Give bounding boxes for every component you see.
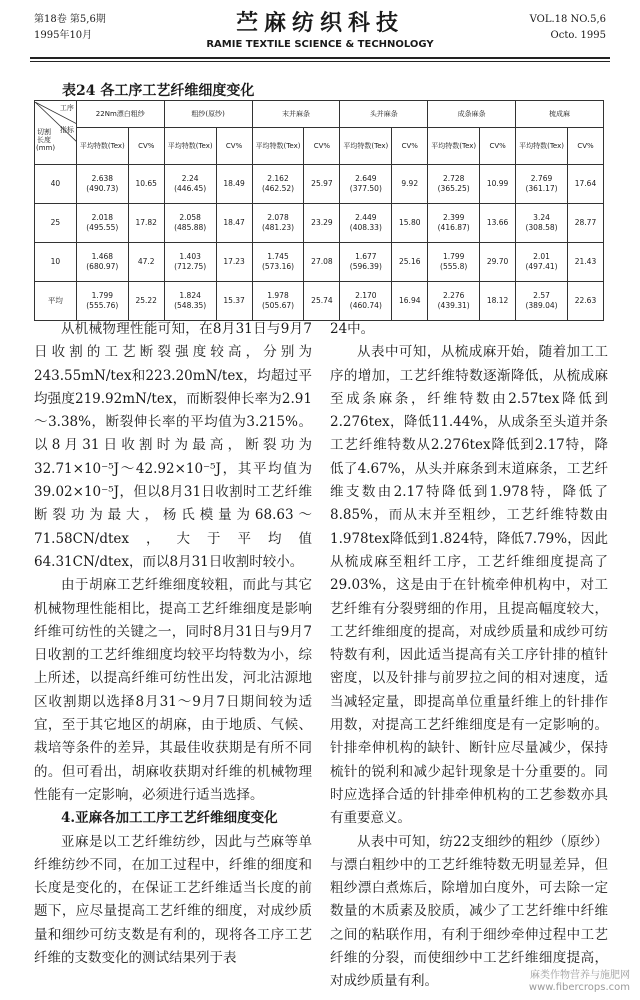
subheader-cv: CV%	[128, 128, 164, 165]
volume-number-en: VOL.18 NO.5,6	[529, 14, 606, 25]
subheader-cv: CV%	[304, 128, 340, 165]
tex-paren-value: (495.55)	[86, 223, 119, 232]
cv-cell: 15.80	[392, 204, 428, 243]
subheader-cv: CV%	[392, 128, 428, 165]
tex-value: 2.769	[530, 174, 553, 183]
tex-paren-value: (481.23)	[261, 223, 295, 232]
row-label: 平均	[35, 282, 77, 321]
tex-value: 2.638	[91, 174, 114, 183]
tex-cell	[516, 282, 568, 321]
tex-value: 1.468	[91, 252, 114, 261]
header-rule-thin	[30, 61, 610, 62]
cv-cell: 17.23	[216, 243, 252, 282]
tex-paren-value: (680.97)	[86, 262, 119, 271]
cv-cell: 9.92	[392, 165, 428, 204]
row-label: 40	[35, 165, 77, 204]
tex-paren-value: (408.33)	[349, 223, 382, 232]
tex-paren-value: (460.74)	[349, 301, 382, 310]
subheader-tex: 平均特数(Tex)	[340, 128, 392, 165]
tex-value: 1.677	[355, 252, 377, 261]
tex-cell	[252, 204, 304, 243]
tex-value: 2.01	[533, 252, 550, 261]
tex-cell	[76, 165, 128, 204]
tex-paren-value: (573.16)	[261, 262, 295, 271]
right-column	[330, 318, 608, 994]
tex-cell	[340, 243, 392, 282]
cv-cell: 25.74	[304, 282, 340, 321]
row-label: 25	[35, 204, 77, 243]
cv-cell: 29.70	[480, 243, 516, 282]
tex-value: 1.403	[179, 252, 201, 261]
cv-cell: 18.12	[480, 282, 516, 321]
tex-value: 3.24	[533, 213, 550, 222]
tex-paren-value: (548.35)	[174, 301, 207, 310]
paragraph: 由于胡麻工艺纤维细度较粗，而此与其它机械物理性能相比，提高工艺纤维细度是影响纤维可纺性的关键之一，同时8月31日与9月7日收割的工艺纤维细度均较平均特数为小，综上所述，以提高纤维可纺性出发，河北沽源地区收割期以选择8月31～9月7日期间较为适宜，至于其它地区的胡麻，由于地质、气候、栽培等条件的差异，其最佳收获期是有所不同的。但可看出，胡麻收获期对纤维的机械物理性能有一定影响，必须进行适当选择。	[34, 577, 312, 803]
header-right	[530, 12, 606, 44]
tex-value: 1.745	[267, 252, 289, 261]
subheader-cv: CV%	[216, 128, 252, 165]
tex-paren-value: (505.67)	[261, 301, 295, 310]
process-header-0: 22Nm漂白粗纱	[76, 101, 164, 128]
subheader-tex: 平均特数(Tex)	[76, 128, 128, 165]
left-column	[34, 318, 312, 970]
process-header-1: 粗纱(原纱)	[164, 101, 252, 128]
tex-cell	[428, 243, 480, 282]
cv-cell: 17.64	[567, 165, 603, 204]
tex-cell	[516, 165, 568, 204]
tex-value: 2.24	[181, 174, 199, 183]
tex-paren-value: (485.88)	[174, 223, 207, 232]
process-header-5: 梳成麻	[516, 101, 604, 128]
tex-cell	[164, 243, 216, 282]
process-header-4: 成条麻条	[428, 101, 516, 128]
table-row	[35, 204, 604, 243]
tex-paren-value: (462.52)	[261, 184, 295, 193]
cv-cell: 47.2	[128, 243, 164, 282]
cv-cell: 23.29	[304, 204, 340, 243]
tex-cell	[252, 282, 304, 321]
cv-cell: 10.99	[480, 165, 516, 204]
subheader-tex: 平均特数(Tex)	[252, 128, 304, 165]
tex-value: 2.170	[355, 291, 377, 300]
tex-cell	[164, 204, 216, 243]
cv-cell: 25.97	[304, 165, 340, 204]
tex-paren-value: (416.87)	[437, 223, 470, 232]
tex-paren-value: (596.39)	[349, 262, 382, 271]
tex-paren-value: (361.17)	[525, 184, 558, 193]
tex-paren-value: (446.45)	[174, 184, 207, 193]
cv-cell: 27.08	[304, 243, 340, 282]
corner-index-label: 指标	[59, 125, 74, 134]
tex-cell	[428, 165, 480, 204]
tex-cell	[76, 243, 128, 282]
table-row	[35, 282, 604, 321]
tex-cell	[164, 282, 216, 321]
tex-value: 1.799	[91, 291, 114, 300]
tex-paren-value: (497.41)	[525, 262, 558, 271]
journal-title-cn: 苎麻纺织科技	[235, 10, 404, 36]
tex-cell	[340, 165, 392, 204]
tex-value: 2.57	[533, 291, 550, 300]
tex-value: 2.449	[355, 213, 377, 222]
watermark-name: 麻类作物营养与施肥网	[530, 970, 630, 981]
tex-value: 2.162	[267, 174, 289, 183]
cv-cell: 25.16	[392, 243, 428, 282]
table-row	[35, 243, 604, 282]
cv-cell: 25.22	[128, 282, 164, 321]
tex-value: 2.018	[91, 213, 114, 222]
cv-cell: 13.66	[480, 204, 516, 243]
tex-cell	[428, 204, 480, 243]
corner-length-label: 切割长度(mm)	[36, 127, 56, 152]
paragraph: 从机械物理性能可知，在8月31日与9月7日收割的工艺断裂强度较高，分别为243.55mN/tex和223.20mN/tex，均超过平均强度219.92mN/tex，而断裂伸长率为2.91～3.38%，断裂伸长率的平均值为3.215%。以8月31日收割时为最高，断裂功为32.71×10⁻⁵J～42.92×10⁻⁵J，其平均值为39.02×10⁻⁵J，但以8月31日收割时工艺纤维断裂功为最大，杨氏模量为68.63～71.58CN/dtex，大于平均值64.31CN/dtex，而以8月31日收割时较小。	[34, 321, 312, 570]
subheader-tex: 平均特数(Tex)	[164, 128, 216, 165]
tex-value: 2.399	[442, 213, 465, 222]
cv-cell: 18.47	[216, 204, 252, 243]
cv-cell: 21.43	[567, 243, 603, 282]
tex-paren-value: (377.50)	[349, 184, 382, 193]
tex-cell	[76, 282, 128, 321]
tex-paren-value: (555.8)	[440, 262, 468, 271]
watermark	[529, 970, 630, 994]
journal-title-en: RAMIE TEXTILE SCIENCE & TECHNOLOGY	[206, 39, 434, 50]
paragraph: 从表中可知，从梳成麻开始，随着加工工序的增加，工艺纤维特数逐渐降低，从梳成麻至成条麻条，纤维特数由2.57tex降低到2.276tex，降低11.44%，从成条至头道并条工艺纤维特数从2.276tex降低到2.17特，降低了4.67%，从头并麻条到末道麻条，工艺纤维支数由2.17特降低到1.978特，降低了8.85%，而从末并至粗纱，工艺纤维特数由1.978tex降低到1.824特，降低7.79%，因此从梳成麻至粗纤工序，工艺纤维细度提高了29.03%，这是由于在针梳牵伸机构中，对工艺纤维有分裂劈细的作用，且提高幅度较大，工艺纤维细度的提高，对成纱质量和成纱可纺特数有利，因此适当提高有关工序针排的植针密度，以及针排与前罗拉之间的相对速度，适当减轻定量，即提高单位重量纤维上的针排作用数，对提高工艺纤维细度是有一定影响的。针排牵伸机构的缺针、断针应尽量减少，保持梳针的锐利和减少起针现象是十分重要的。同时应选择合适的针排牵伸机构的工艺参数亦具有重要意义。	[330, 344, 608, 827]
tex-cell	[340, 282, 392, 321]
cv-cell: 22.63	[567, 282, 603, 321]
journal-header	[0, 0, 640, 58]
tex-paren-value: (712.75)	[174, 262, 207, 271]
tex-paren-value: (308.58)	[525, 223, 558, 232]
subheader-tex: 平均特数(Tex)	[428, 128, 480, 165]
corner-process-label: 工序	[59, 103, 74, 112]
table-row	[35, 165, 604, 204]
cv-cell: 15.37	[216, 282, 252, 321]
tex-cell	[516, 204, 568, 243]
tex-value: 2.058	[179, 213, 201, 222]
table-corner-cell	[35, 101, 77, 165]
tex-cell	[516, 243, 568, 282]
subheader-cv: CV%	[567, 128, 603, 165]
subheader-tex: 平均特数(Tex)	[516, 128, 568, 165]
row-label: 10	[35, 243, 77, 282]
cv-cell: 16.94	[392, 282, 428, 321]
cv-cell: 17.82	[128, 204, 164, 243]
watermark-url: www.fibercrops.com	[528, 982, 630, 993]
process-header-2: 末并麻条	[252, 101, 340, 128]
cv-cell: 10.65	[128, 165, 164, 204]
tex-value: 2.276	[442, 291, 465, 300]
tex-cell	[164, 165, 216, 204]
subheader-cv: CV%	[480, 128, 516, 165]
header-rule-thick	[30, 57, 610, 59]
tex-paren-value: (555.76)	[86, 301, 119, 310]
tex-cell	[428, 282, 480, 321]
table-caption: 表24 各工序工艺纤维细度变化	[62, 83, 255, 99]
tex-cell	[252, 165, 304, 204]
cv-cell: 18.49	[216, 165, 252, 204]
paragraph: 24中。	[330, 321, 375, 337]
tex-value: 2.649	[355, 174, 377, 183]
tex-value: 1.978	[267, 291, 289, 300]
tex-paren-value: (365.25)	[437, 184, 470, 193]
tex-value: 1.799	[442, 252, 465, 261]
process-header-3: 头并麻条	[340, 101, 428, 128]
tex-value: 1.824	[179, 291, 201, 300]
tex-paren-value: (439.31)	[437, 301, 470, 310]
tex-paren-value: (389.04)	[525, 301, 558, 310]
paragraph: 亚麻是以工艺纤维纺纱，因此与苎麻等单纤维纺纱不同，在加工过程中，纤维的细度和长度是变化的，在保证工艺纤维适当长度的前题下，应尽量提高工艺纤维的细度，对成纱质量和细纱可纺支数是有利的，现将各工序工艺纤维的支数变化的测试结果列于表	[34, 833, 312, 967]
tex-cell	[340, 204, 392, 243]
tex-cell	[76, 204, 128, 243]
tex-value: 2.728	[442, 174, 465, 183]
issue-date: 1995年10月	[34, 30, 93, 41]
tex-paren-value: (490.73)	[86, 184, 119, 193]
volume-issue: 第18卷 第5,6期	[34, 14, 106, 25]
issue-date-en: Octo. 1995	[550, 30, 606, 41]
paragraph: 从表中可知，纺22支细纱的粗纱（原纱）与漂白粗纱中的工艺纤维特数无明显差异，但粗纱漂白煮炼后，除增加白度外，可去除一定数量的木质素及胶质，减少了工艺纤维中纤维之间的粘联作用，有利于细纱牵伸过程中工艺纤维的分裂，而使细纱中工艺纤维细度提高，对成纱质量有利。	[330, 833, 608, 990]
fiber-fineness-table	[34, 100, 604, 321]
section-heading: 4.亚麻各加工工序工艺纤维细度变化	[61, 810, 278, 827]
tex-value: 2.078	[267, 213, 289, 222]
cv-cell: 28.77	[567, 204, 603, 243]
tex-cell	[252, 243, 304, 282]
